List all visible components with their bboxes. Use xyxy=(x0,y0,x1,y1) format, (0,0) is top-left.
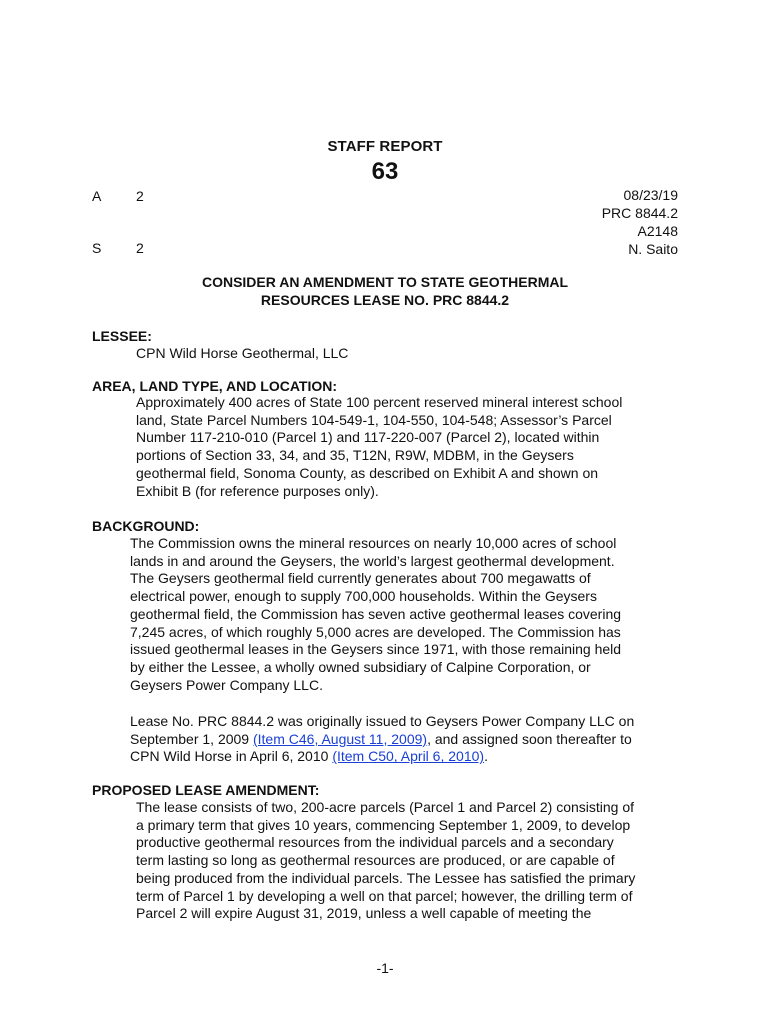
background-line: by either the Lessee, a wholly owned subsidiary of Calpine Corporation, or xyxy=(130,658,591,675)
background-text xyxy=(130,535,621,694)
meta-application-number: A2148 xyxy=(637,223,678,239)
meta-s-value: 2 xyxy=(136,240,144,256)
item-number: 63 xyxy=(371,158,399,185)
heading-line: CONSIDER AN AMENDMENT TO STATE GEOTHERMAL xyxy=(201,274,569,290)
amendment-label: PROPOSED LEASE AMENDMENT: xyxy=(92,782,320,798)
amendment-line: being produced from the individual parcels. The Lessee has satisfied the primary xyxy=(136,869,636,886)
area-label: AREA, LAND TYPE, AND LOCATION: xyxy=(92,378,337,394)
area-line: land, State Parcel Numbers 104-549-1, 104-550, 104-548; Assessor’s Parcel xyxy=(136,411,612,428)
background-line: lands in and around the Geysers, the world’s largest geothermal development. xyxy=(130,552,615,569)
amendment-line: a primary term that gives 10 years, commencing September 1, 2009, to develop xyxy=(136,816,631,833)
meta-s-label: S xyxy=(92,240,102,256)
background-paragraph-2 xyxy=(130,713,634,766)
area-line: portions of Section 33, 34, and 35, T12N, R9W, MDBM, in the Geysers xyxy=(136,447,574,464)
background-line: The Geysers geothermal field currently generates about 700 megawatts of xyxy=(130,570,591,587)
page-number: -1- xyxy=(376,960,394,976)
meta-a-value: 2 xyxy=(136,188,144,204)
report-title: STAFF REPORT xyxy=(327,138,443,155)
background-p2-line: Lease No. PRC 8844.2 was originally issued to Geysers Power Company LLC on xyxy=(130,713,635,729)
report-heading xyxy=(0,273,770,309)
text-segment: September 1, 2009 xyxy=(130,730,253,747)
area-line: geothermal field, Sonoma County, as described on Exhibit A and shown on xyxy=(136,464,599,481)
background-line: electrical power, enough to supply 700,000 households. Within the Geysers xyxy=(130,588,597,605)
area-line: Number 117-210-010 (Parcel 1) and 117-220-007 (Parcel 2), located within xyxy=(136,429,600,446)
background-line: Geysers Power Company LLC. xyxy=(130,676,323,693)
background-label: BACKGROUND: xyxy=(92,518,200,534)
lessee-label: LESSEE: xyxy=(92,328,152,344)
meta-right xyxy=(602,186,678,258)
background-line: geothermal field, the Commission has seven active geothermal leases covering xyxy=(130,605,622,622)
item-c50-link[interactable]: (Item C50, April 6, 2010) xyxy=(332,748,485,765)
amendment-text xyxy=(136,799,635,923)
area-text xyxy=(136,394,622,500)
background-p2-line xyxy=(130,748,634,766)
area-line: Exhibit B (for reference purposes only). xyxy=(136,482,379,499)
meta-a-label: A xyxy=(92,188,102,204)
area-line: Approximately 400 acres of State 100 percent reserved mineral interest school xyxy=(136,394,623,410)
text-segment: CPN Wild Horse in April 6, 2010 xyxy=(130,748,333,765)
heading-line: RESOURCES LEASE NO. PRC 8844.2 xyxy=(260,292,510,308)
background-p2-line xyxy=(130,731,634,749)
amendment-line: Parcel 2 will expire August 31, 2019, unless a well capable of meeting the xyxy=(136,905,592,922)
item-c46-link[interactable]: (Item C46, August 11, 2009) xyxy=(252,730,428,747)
amendment-line: term lasting so long as geothermal resources are produced, or are capable of xyxy=(136,852,615,869)
amendment-line: term of Parcel 1 by developing a well on that parcel; however, the drilling term of xyxy=(136,887,633,904)
amendment-line: The lease consists of two, 200-acre parcels (Parcel 1 and Parcel 2) consisting of xyxy=(136,799,635,815)
text-segment: . xyxy=(484,748,488,765)
amendment-line: productive geothermal resources from the individual parcels and a secondary xyxy=(136,834,614,851)
meta-staff-name: N. Saito xyxy=(628,241,678,257)
meta-date: 08/23/19 xyxy=(623,187,678,203)
lessee-value: CPN Wild Horse Geothermal, LLC xyxy=(136,345,349,361)
background-line: 7,245 acres, of which roughly 5,000 acres are developed. The Commission has xyxy=(130,623,621,640)
background-line: issued geothermal leases in the Geysers since 1971, with those remaining held xyxy=(130,641,622,658)
text-segment: , and assigned soon thereafter to xyxy=(427,730,632,747)
meta-lease-number: PRC 8844.2 xyxy=(601,205,678,221)
background-line: The Commission owns the mineral resources on nearly 10,000 acres of school xyxy=(130,535,617,551)
